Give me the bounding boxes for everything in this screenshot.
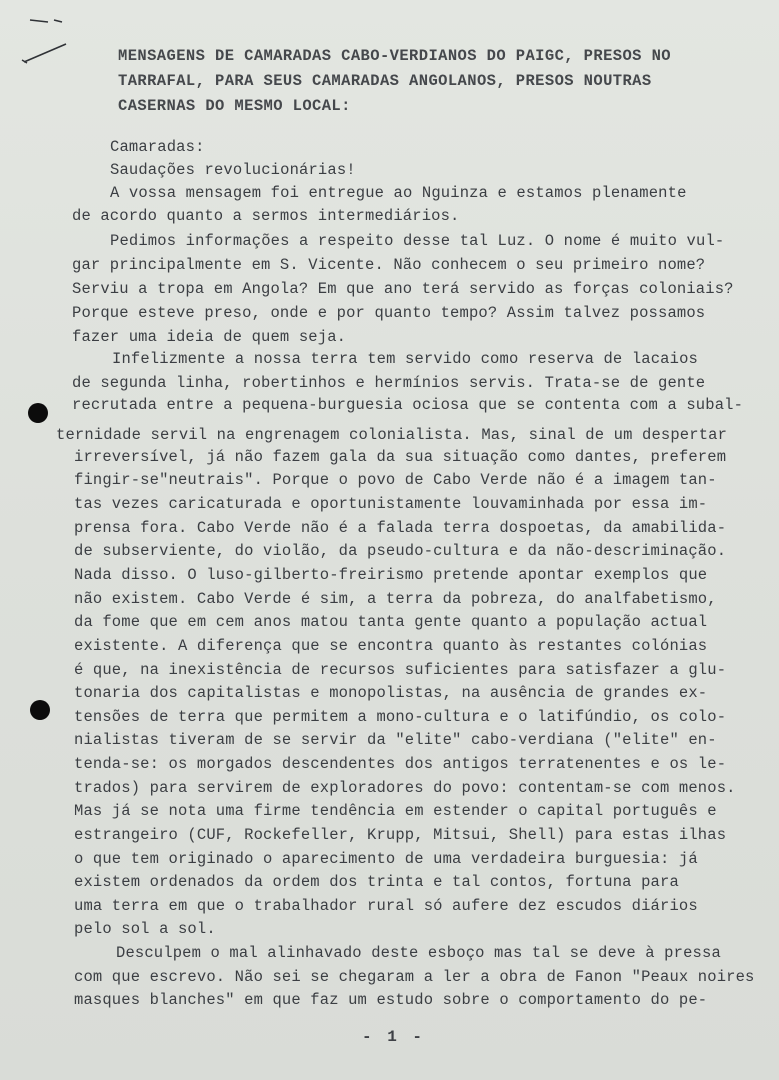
text-line: A vossa mensagem foi entregue ao Nguinza e estamos plenamente — [110, 184, 687, 202]
text-line: pelo sol a sol. — [74, 920, 216, 938]
text-line: Mas já se nota uma firme tendência em estender o capital português e — [74, 802, 717, 820]
text-line: trados) para servirem de exploradores do povo: contentam-se com menos. — [74, 779, 736, 797]
text-line: Infelizmente a nossa terra tem servido como reserva de lacaios — [112, 350, 698, 368]
text-line: estrangeiro (CUF, Rockefeller, Krupp, Mitsui, Shell) para estas ilhas — [74, 826, 727, 844]
text-line: não existem. Cabo Verde é sim, a terra da pobreza, do analfabetismo, — [74, 590, 717, 608]
text-line: existente. A diferença que se encontra quanto às restantes colónias — [74, 637, 708, 655]
text-line: Serviu a tropa em Angola? Em que ano terá servido as forças coloniais? — [72, 280, 734, 298]
text-line: tas vezes caricaturada e oportunistamente louvaminhada por essa im- — [74, 495, 708, 513]
text-line: Saudações revolucionárias! — [110, 161, 356, 179]
text-line: ternidade servil na engrenagem colonialista. Mas, sinal de um despertar — [56, 426, 728, 444]
text-line: tenda-se: os morgados descendentes dos antigos terratenentes e os le- — [74, 755, 727, 773]
text-line: de segunda linha, robertinhos e hermínios servis. Trata-se de gente — [72, 374, 706, 392]
text-line: de acordo quanto a sermos intermediários. — [72, 207, 460, 225]
text-line: uma terra em que o trabalhador rural só aufere dez escudos diários — [74, 897, 698, 915]
text-line: da fome que em cem anos matou tanta gente quanto a população actual — [74, 613, 708, 631]
text-line: gar principalmente em S. Vicente. Não conhecem o seu primeiro nome? — [72, 256, 706, 274]
text-line: Nada disso. O luso-gilberto-freirismo pretende apontar exemplos que — [74, 566, 708, 584]
page-number: - 1 - — [362, 1028, 426, 1046]
text-line: Camaradas: — [110, 138, 205, 156]
punch-hole-bottom — [30, 700, 50, 720]
text-line: masques blanches" em que faz um estudo sobre o comportamento do pe- — [74, 991, 708, 1009]
text-line: Desculpem o mal alinhavado deste esboço mas tal se deve à pressa — [116, 944, 721, 962]
text-line: fingir-se"neutrais". Porque o povo de Cabo Verde não é a imagem tan- — [74, 471, 717, 489]
text-line: de subserviente, do violão, da pseudo-cultura e da não-descriminação. — [74, 542, 727, 560]
title-line: TARRAFAL, PARA SEUS CAMARADAS ANGOLANOS, PRESOS NOUTRAS — [118, 72, 652, 90]
text-line: irreversível, já não fazem gala da sua situação como dantes, preferem — [74, 448, 727, 466]
text-line: tensões de terra que permitem a mono-cultura e o latifúndio, os colo- — [74, 708, 727, 726]
text-line: com que escrevo. Não sei se chegaram a ler a obra de Fanon "Peaux noires — [74, 968, 755, 986]
title-line: MENSAGENS DE CAMARADAS CABO-VERDIANOS DO PAIGC, PRESOS NO — [118, 47, 671, 65]
text-line: o que tem originado o aparecimento de uma verdadeira burguesia: já — [74, 850, 698, 868]
text-line: Porque esteve preso, onde e por quanto tempo? Assim talvez possamos — [72, 304, 706, 322]
document-title — [118, 44, 738, 119]
pen-mark — [18, 10, 78, 70]
text-line: nialistas tiveram de se servir da "elite" cabo-verdiana ("elite" en- — [74, 731, 717, 749]
text-line: prensa fora. Cabo Verde não é a falada terra dospoetas, da amabilida- — [74, 519, 727, 537]
text-line: tonaria dos capitalistas e monopolistas, na ausência de grandes ex- — [74, 684, 708, 702]
title-line: CASERNAS DO MESMO LOCAL: — [118, 97, 351, 115]
text-line: fazer uma ideia de quem seja. — [72, 328, 347, 346]
text-line: recrutada entre a pequena-burguesia ociosa que se contenta com a subal- — [72, 396, 744, 414]
text-line: Pedimos informações a respeito desse tal Luz. O nome é muito vul- — [110, 232, 725, 250]
text-line: é que, na inexistência de recursos suficientes para satisfazer a glu- — [74, 661, 727, 679]
punch-hole-top — [28, 403, 48, 423]
text-line: existem ordenados da ordem dos trinta e tal contos, fortuna para — [74, 873, 679, 891]
